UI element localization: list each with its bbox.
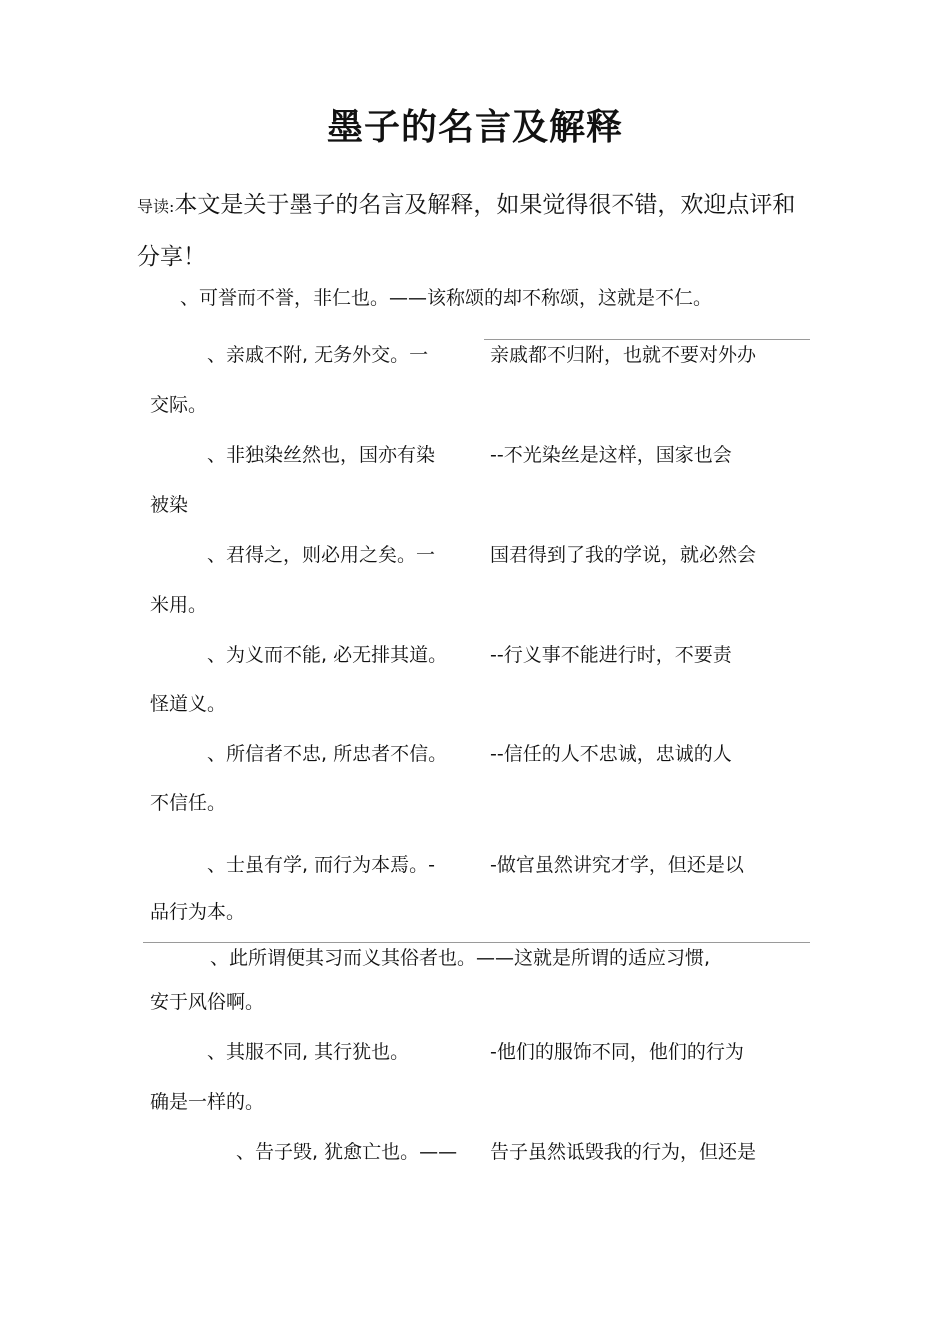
quote-8-continuation: 安于风俗啊。 xyxy=(150,991,265,1013)
quote-8-line: 、此所谓便其习而义其俗者也。——这就是所谓的适应习惯, xyxy=(210,947,711,969)
quote-9-saying: 、其服不同, 其行犹也。 xyxy=(207,1041,410,1063)
quote-10-explanation: 告子虽然诋毁我的行为，但还是 xyxy=(490,1141,757,1163)
quote-1-line: 、可誉而不誉，非仁也。——该称颂的却不称颂，这就是不仁。 xyxy=(180,287,713,309)
quote-5-explanation: --行义事不能进行时，不要责 xyxy=(490,644,732,666)
quote-6-saying: 、所信者不忠, 所忠者不信。 xyxy=(207,743,448,765)
quote-10-saying: 、告子毁, 犹愈亡也。—— xyxy=(236,1141,458,1163)
document-title: 墨子的名言及解释 xyxy=(326,107,623,148)
quote-4-explanation: 国君得到了我的学说，就必然会 xyxy=(490,544,757,566)
quote-4-saying: 、君得之，则必用之矣。一 xyxy=(207,544,436,566)
quote-7-continuation: 品行为本。 xyxy=(150,901,246,923)
quote-7-saying: 、士虽有学, 而行为本焉。- xyxy=(207,854,435,876)
quote-3-saying: 、非独染丝然也，国亦有染 xyxy=(207,444,436,466)
quote-9-explanation: -他们的服饰不同，他们的行为 xyxy=(490,1041,744,1063)
quote-6-explanation: --信任的人不忠诚，忠诚的人 xyxy=(490,743,732,765)
quote-2-continuation: 交际。 xyxy=(150,394,208,416)
quote-3-explanation: --不光染丝是这样，国家也会 xyxy=(490,444,732,466)
quote-5-saying: 、为义而不能, 必无排其道。 xyxy=(207,644,448,666)
quote-2-saying: 、亲戚不附, 无务外交。一 xyxy=(207,344,429,366)
quote-9-continuation: 确是一样的。 xyxy=(150,1091,265,1113)
quote-5-continuation: 怪道义。 xyxy=(150,693,227,715)
intro-text: 本文是关于墨子的名言及解释，如果觉得很不错，欢迎点评和分享！ xyxy=(137,192,796,270)
quote-3-continuation: 被染 xyxy=(150,494,189,516)
quote-4-continuation: 米用。 xyxy=(150,594,208,616)
quote-2-explanation: 亲戚都不归附，也就不要对外办 xyxy=(490,344,757,366)
intro-lead: 导读: xyxy=(137,197,175,216)
quote-6-continuation: 不信任。 xyxy=(150,792,227,814)
intro-paragraph xyxy=(137,180,817,282)
quote-7-explanation: -做官虽然讲究才学，但还是以 xyxy=(490,854,744,876)
